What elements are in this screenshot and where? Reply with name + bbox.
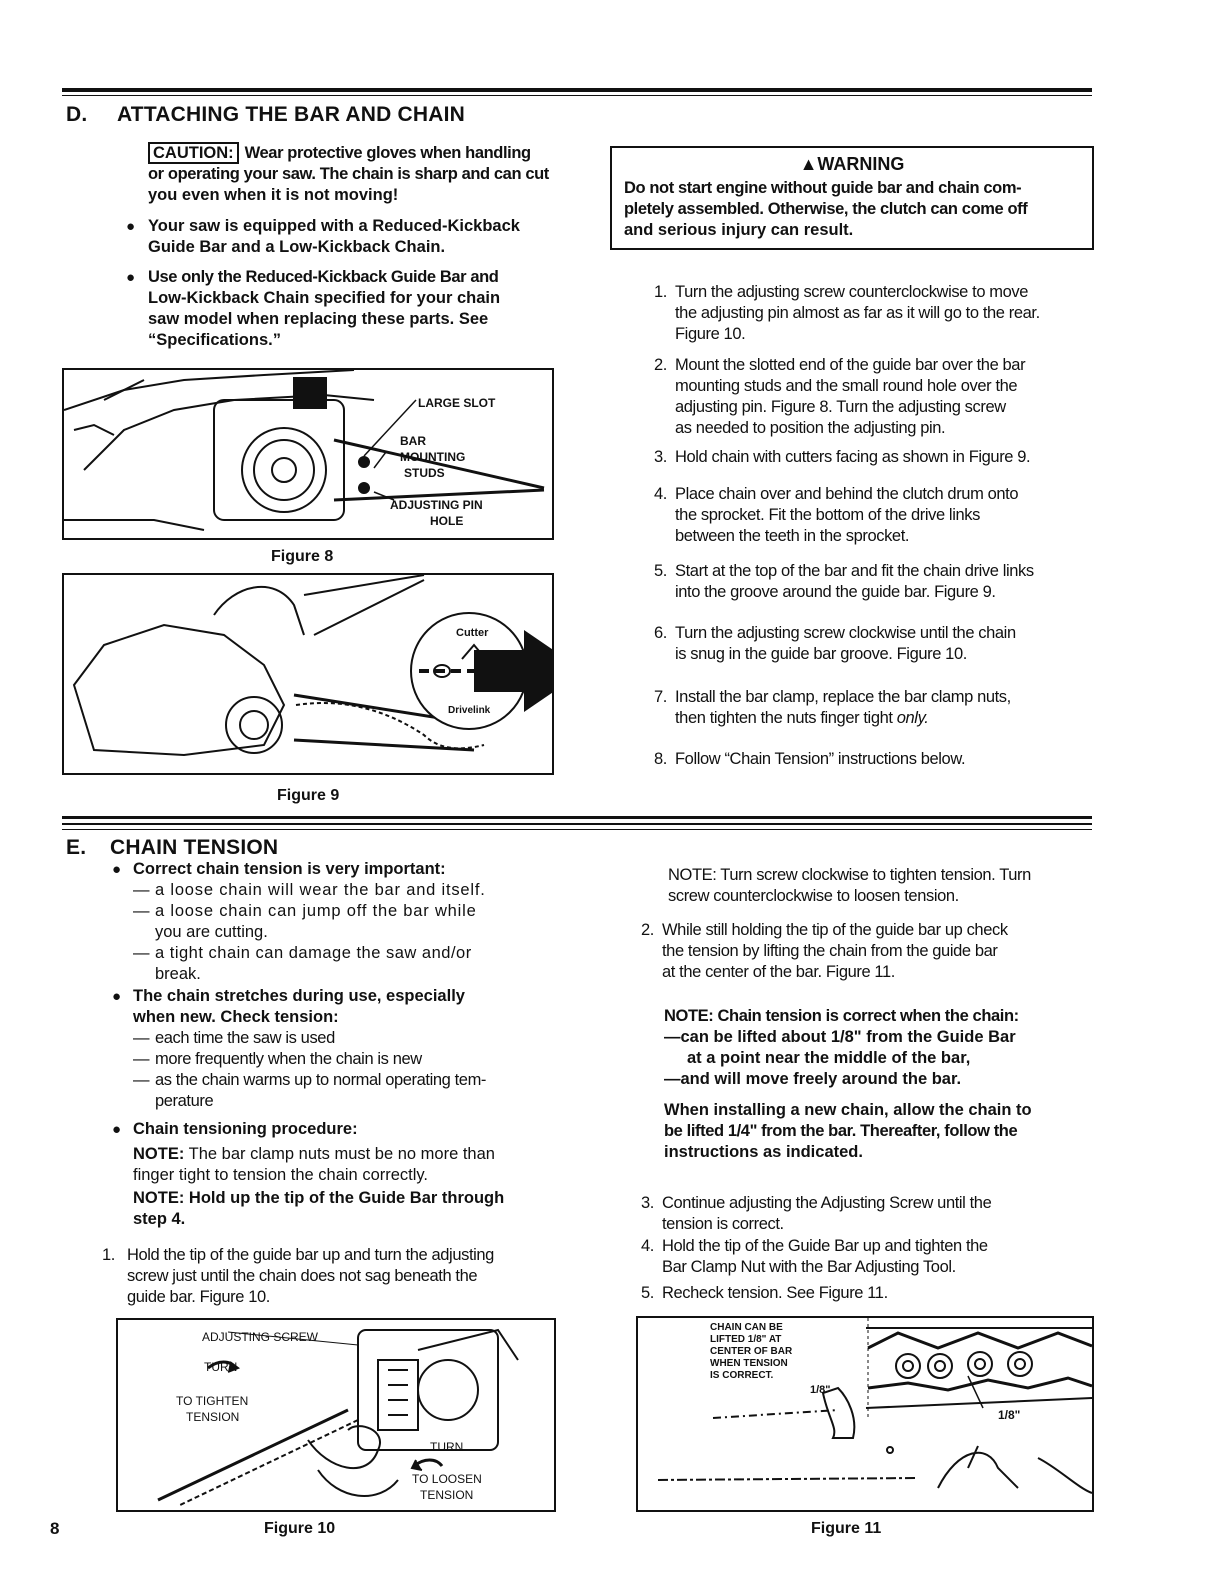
middle-rule-thin-2 [62,829,1092,830]
step-line: Install the bar clamp, replace the bar clamp nuts, [675,688,1011,706]
step-number: 3. [654,448,667,466]
step-line: Mount the slotted end of the guide bar over the bar [675,356,1026,374]
step-line: Turn the adjusting screw clockwise until the chain [675,624,1016,642]
warning-title-row [612,154,1092,175]
bullet-item: each time the saw is used [155,1029,335,1047]
caution-line-3: you even when it is not moving! [148,186,399,204]
step-line: Hold the tip of the guide bar up and turn the adjusting [127,1246,494,1264]
step-number: 2. [641,921,654,939]
step-line: Hold chain with cutters facing as shown in Figure 9. [675,448,1031,466]
label-tension: TENSION [420,1488,474,1502]
label-adjusting-screw: ADJUSTING SCREW [202,1330,319,1344]
note-label: NOTE: [133,1145,185,1163]
bullet-2-line-4: “Specifications.” [148,331,281,349]
step-line: into the groove around the guide bar. Figure 9. [675,583,996,601]
note-line-1: NOTE: Chain tension is correct when the chain: [664,1007,1019,1025]
bullet-2 [148,267,500,351]
figure-10-drawing [118,1320,554,1510]
figure-9 [62,573,554,775]
caution-line-1: Wear protective gloves when handling [244,144,531,162]
label-hole: HOLE [430,514,464,528]
step-number: 2. [654,356,667,374]
note-line-3: at a point near the middle of the bar, [687,1049,971,1067]
note-text-line-2: finger tight to tension the chain correctly. [133,1166,429,1184]
step-number: 7. [654,688,667,706]
step-line: the adjusting pin almost as far as it will go to the rear. [675,304,1040,322]
bullet-chain-stretches: The chain stretches during use, especially when new. Check tension: — each time the saw is used — more frequently when the chain is new — as the chain warms up to normal operating tem- perature [133,986,563,1112]
note-line-1: NOTE: Turn screw clockwise to tighten tension. Turn [668,866,1031,884]
step-item [645,749,1085,770]
bullet-dot: ● [126,218,136,235]
step-line: is snug in the guide bar groove. Figure 10. [675,645,967,663]
bullet-title-line-1: The chain stretches during use, especially [133,987,465,1005]
bullet-item: as the chain warms up to normal operating tem- [155,1071,487,1089]
section-e-title: CHAIN TENSION [110,836,279,859]
figure-9-drawing [64,575,552,773]
bullet-1-line-2: Guide Bar and a Low-Kickback Chain. [148,238,446,256]
step-item [645,282,1085,345]
note-2-line-1: NOTE: Hold up the tip of the Guide Bar through [133,1189,505,1207]
bullet-2-line-1: Use only the Reduced-Kickback Guide Bar and [148,268,499,286]
bullet-item: more frequently when the chain is new [155,1050,422,1068]
figure-8 [62,368,554,540]
page-number: 8 [50,1519,60,1538]
label-line: CHAIN CAN BE [710,1322,783,1333]
step-number: 6. [654,624,667,642]
bullet-1 [148,216,520,258]
note-new-chain [664,1100,1094,1163]
step-line: Start at the top of the bar and fit the chain drive links [675,562,1034,580]
warning-text [624,178,1086,241]
bullet-2-line-3: saw model when replacing these parts. See [148,310,489,328]
label-chain-can-be [710,1322,792,1382]
bullet-dot: ● [126,269,136,286]
bullet-title: Chain tensioning procedure: [133,1120,358,1138]
bullet-2-line-2: Low-Kickback Chain specified for your chain [148,289,501,307]
note-line-2: —can be lifted about 1/8" from the Guide Bar [664,1028,1016,1046]
label-to-tighten: TO TIGHTEN [176,1394,249,1408]
section-e-step-5 [636,1283,1086,1304]
step-number: 4. [641,1237,654,1255]
bullet-item: break. [155,965,201,983]
step-item [645,447,1085,468]
step-item [645,561,1085,603]
step-line: Turn the adjusting screw counterclockwise to move [675,283,1029,301]
caution-block [148,143,568,206]
top-rule-thin [62,95,1092,96]
step-line: as needed to position the adjusting pin. [675,419,946,437]
note-line-2: screw counterclockwise to loosen tension. [668,887,959,905]
figure-8-caption: Figure 8 [271,548,334,565]
step-number: 3. [641,1194,654,1212]
top-rule-thick [62,88,1092,92]
middle-rule-thin [62,823,1092,825]
note-line-4: —and will move freely around the bar. [664,1070,962,1088]
note-text: The bar clamp nuts must be no more than [184,1145,495,1163]
bullet-title: Correct chain tension is very important: [133,860,446,878]
warning-line-1: Do not start engine without guide bar and chain com- [624,179,1022,197]
section-e-step-4 [636,1236,1086,1278]
bullet-item: a loose chain will wear the bar and itself. [155,881,486,899]
step-line: guide bar. Figure 10. [127,1288,270,1306]
label-to-loosen: TO LOOSEN [412,1472,482,1486]
step-line: Place chain over and behind the clutch drum onto [675,485,1019,503]
label-large-slot: LARGE SLOT [418,396,496,410]
step-line: between the teeth in the sprocket. [675,527,910,545]
step-line: While still holding the tip of the guide bar up check [662,921,1008,939]
label-cutter: Cutter [456,627,489,639]
label-tension: TENSION [186,1410,240,1424]
section-e-step-1 [102,1245,562,1308]
bullet-tension-important: Correct chain tension is very important: — a loose chain will wear the bar and itself. — a loose chain can jump off the bar while you are cutting. — a tight chain can damage the saw and/or break. [133,859,563,985]
note-line-1: When installing a new chain, allow the chain to [664,1101,1032,1119]
label-eighth-small: 1/8" [810,1384,831,1396]
label-bar: BAR [400,434,426,448]
figure-11-drawing [638,1318,1092,1510]
bullet-1-line-1: Your saw is equipped with a Reduced-Kickback [148,217,520,235]
step-item [645,623,1085,665]
figure-10-caption: Figure 10 [264,1520,336,1537]
label-turn: TURN [204,1360,238,1374]
label-line: LIFTED 1/8" AT [710,1334,782,1345]
step-line: Figure 10. [675,325,746,343]
step-line: adjusting pin. Figure 8. Turn the adjusting screw [675,398,1006,416]
step-line: the sprocket. Fit the bottom of the drive links [675,506,980,524]
step-item [645,687,1085,729]
step-line: screw just until the chain does not sag beneath the [127,1267,478,1285]
bullet-item: a loose chain can jump off the bar while [155,902,477,920]
bullet-procedure [133,1119,573,1230]
step-number: 5. [641,1284,654,1302]
warning-line-2: pletely assembled. Otherwise, the clutch can come off [624,200,1028,218]
bullet-title-line-2: when new. Check tension: [133,1008,339,1026]
label-studs: STUDS [404,466,445,480]
section-d-letter: D. [66,103,88,126]
step-number: 4. [654,485,667,503]
warning-triangle-icon: ▲ [799,154,818,174]
step-line: then tighten the nuts finger tight [675,709,893,727]
label-mounting: MOUNTING [400,450,466,464]
warning-title: WARNING [817,154,905,174]
step-line: Hold the tip of the Guide Bar up and tighten the [662,1237,988,1255]
note-line-2: be lifted 1/4" from the bar. Thereafter, follow the [664,1122,1018,1140]
bullet-item: a tight chain can damage the saw and/or [155,944,472,962]
bullet-dot: ● [112,988,122,1005]
caution-line-2: or operating your saw. The chain is sharp and can cut [148,165,549,183]
warning-box [610,146,1094,250]
section-d-title: ATTACHING THE BAR AND CHAIN [117,103,465,126]
step-line: Bar Clamp Nut with the Bar Adjusting Tool. [662,1258,956,1276]
section-e-step-3 [636,1193,1086,1235]
step-number: 5. [654,562,667,580]
note-line-3: instructions as indicated. [664,1143,863,1161]
figure-9-caption: Figure 9 [277,787,340,804]
warning-line-3: and serious injury can result. [624,221,854,239]
step-line: Continue adjusting the Adjusting Screw until the [662,1194,992,1212]
step-line: at the center of the bar. Figure 11. [662,963,895,981]
label-adjusting-pin: ADJUSTING PIN [390,498,483,512]
note-tension-correct [664,1006,1094,1090]
bullet-item: you are cutting. [155,923,268,941]
section-d-steps [645,282,1085,770]
label-line: IS CORRECT. [710,1370,774,1381]
figure-10 [116,1318,556,1512]
label-eighth-big: 1/8" [998,1408,1021,1422]
step-number: 1. [102,1246,115,1264]
bullet-dot: ● [112,861,122,878]
label-line: CENTER OF BAR [710,1346,793,1357]
step-line: the tension by lifting the chain from the guide bar [662,942,998,960]
step-item [645,484,1085,547]
figure-11 [636,1316,1094,1512]
label-line: WHEN TENSION [710,1358,788,1369]
label-turn: TURN [430,1440,464,1454]
note-2-line-2: step 4. [133,1210,186,1228]
step-emphasis: only. [896,709,929,727]
step-number: 1. [654,283,667,301]
caution-label: CAUTION: [148,142,239,164]
step-line: Recheck tension. See Figure 11. [662,1284,888,1302]
step-item [645,355,1085,439]
figure-11-caption: Figure 11 [811,1520,882,1537]
middle-rule-thick [62,816,1092,819]
label-drivelink: Drivelink [448,705,491,716]
bullet-item: perature [155,1092,214,1110]
step-line: Follow “Chain Tension” instructions below. [675,750,966,768]
step-line: mounting studs and the small round hole over the [675,377,1018,395]
section-e-letter: E. [66,836,87,859]
bullet-dot: ● [112,1121,122,1138]
right-note-tighten [668,865,1088,907]
step-number: 8. [654,750,667,768]
step-line: tension is correct. [662,1215,784,1233]
section-e-step-2 [636,920,1086,983]
